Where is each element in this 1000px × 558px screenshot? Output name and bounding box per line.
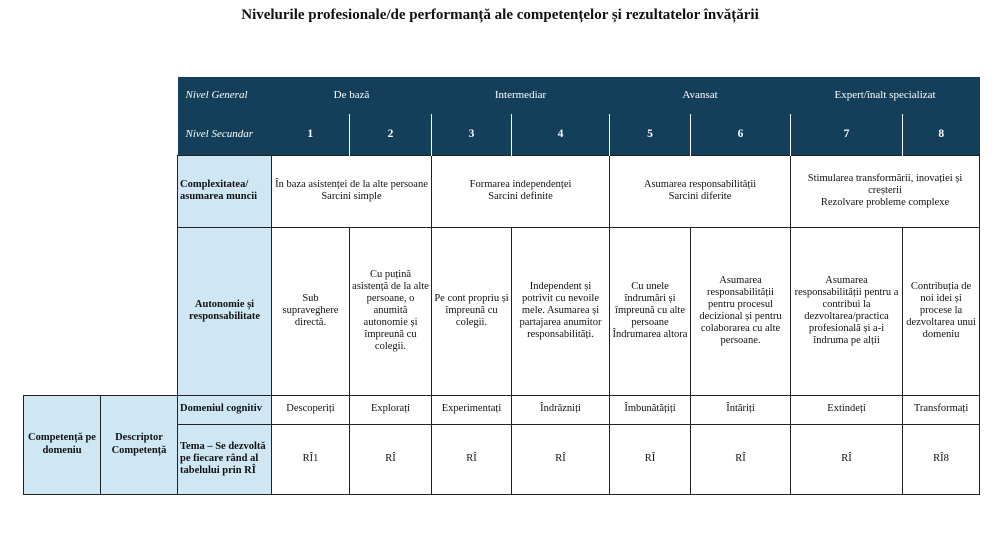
sub-level-number: 6 bbox=[691, 114, 791, 155]
tema-cell: RÎ bbox=[791, 424, 903, 494]
autonomie-cell: Cu unele îndrumări și împreună cu alte persoane Îndrumarea altora bbox=[610, 227, 691, 395]
domeniul-cell: Experimentați bbox=[432, 395, 512, 424]
complexitate-cell: Formarea independenței Sarcini definite bbox=[432, 155, 610, 227]
autonomie-cell: Contribuția de noi idei și procese la dezvoltarea unui domeniu bbox=[903, 227, 980, 395]
autonomie-cell: Independent și potrivit cu nevoile mele. Asumarea și partajarea anumitor responsabilități. bbox=[512, 227, 610, 395]
level-header: Avansat bbox=[682, 89, 718, 102]
level-header: De bază bbox=[333, 89, 370, 102]
domeniul-cell: Extindeți bbox=[791, 395, 903, 424]
autonomie-cell: Sub supraveghere directă. bbox=[272, 227, 350, 395]
complexitate-row bbox=[24, 155, 980, 227]
sub-level-number: 3 bbox=[432, 114, 512, 155]
nivel-general-label: Nivel General bbox=[185, 89, 248, 102]
autonomie-cell: Asumarea responsabilității pentru procesul decizional și pentru colaborarea cu alte persoane. bbox=[691, 227, 791, 395]
tema-cell: RÎ bbox=[350, 424, 432, 494]
complexitate-label: Complexitatea/ asumarea muncii bbox=[178, 155, 272, 227]
complexitate-cell: Stimularea transformării, inovației și creșterii Rezolvare probleme complexe bbox=[791, 155, 980, 227]
domeniul-label: Domeniul cognitiv bbox=[178, 395, 272, 424]
complexitate-cell: Asumarea responsabilității Sarcini diferite bbox=[610, 155, 791, 227]
competency-levels-table bbox=[23, 77, 980, 495]
competente-label: Competență pe domeniu bbox=[24, 395, 101, 494]
tema-cell: RÎ bbox=[512, 424, 610, 494]
domeniul-cell: Întăriți bbox=[691, 395, 791, 424]
tema-cell: RÎ bbox=[691, 424, 791, 494]
sub-level-number: 1 bbox=[272, 114, 350, 155]
domeniul-cell: Explorați bbox=[350, 395, 432, 424]
sub-level-number: 8 bbox=[938, 127, 945, 140]
tema-label: Tema – Se dezvoltă pe fiecare rând al tabelului prin RÎ bbox=[178, 424, 272, 494]
autonomie-label: Autonomie și responsabilitate bbox=[178, 227, 272, 395]
page-title: Nivelurile profesionale/de performanță ale competențelor și rezultatelor învățării bbox=[241, 7, 759, 23]
autonomie-cell: Asumarea responsabilității pentru a contribui la dezvoltarea/practica profesională și a-i îndruma pe alții bbox=[791, 227, 903, 395]
complexitate-cell: În baza asistenței de la alte persoane Sarcini simple bbox=[272, 155, 432, 227]
nivel-secundar-row bbox=[24, 114, 980, 155]
nivel-secundar-label: Nivel Secundar bbox=[185, 127, 254, 140]
sub-level-number: 5 bbox=[610, 114, 691, 155]
descriptor-label: Descriptor Competență bbox=[101, 395, 178, 494]
autonomie-cell: Cu puțină asistență de la alte persoane, o anumită autonomie și împreună cu colegii. bbox=[350, 227, 432, 395]
sub-level-number: 2 bbox=[350, 114, 432, 155]
tema-cell: RÎ1 bbox=[272, 424, 350, 494]
domeniul-cell: Descoperiți bbox=[272, 395, 350, 424]
sub-level-number: 4 bbox=[512, 114, 610, 155]
autonomie-row bbox=[24, 227, 980, 395]
level-header: Intermediar bbox=[494, 89, 547, 102]
nivel-general-row bbox=[24, 77, 980, 114]
tema-cell: RÎ bbox=[432, 424, 512, 494]
domeniul-row bbox=[24, 395, 980, 424]
sub-level-number: 7 bbox=[791, 114, 903, 155]
tema-cell: RÎ bbox=[610, 424, 691, 494]
tema-cell: RÎ8 bbox=[903, 424, 980, 494]
domeniul-cell: Îndrăzniți bbox=[512, 395, 610, 424]
domeniul-cell: Îmbunătățiți bbox=[610, 395, 691, 424]
domeniul-cell: Transformați bbox=[903, 395, 980, 424]
level-header: Expert/înalt specializat bbox=[834, 89, 936, 102]
autonomie-cell: Pe cont propriu și împreună cu colegii. bbox=[432, 227, 512, 395]
